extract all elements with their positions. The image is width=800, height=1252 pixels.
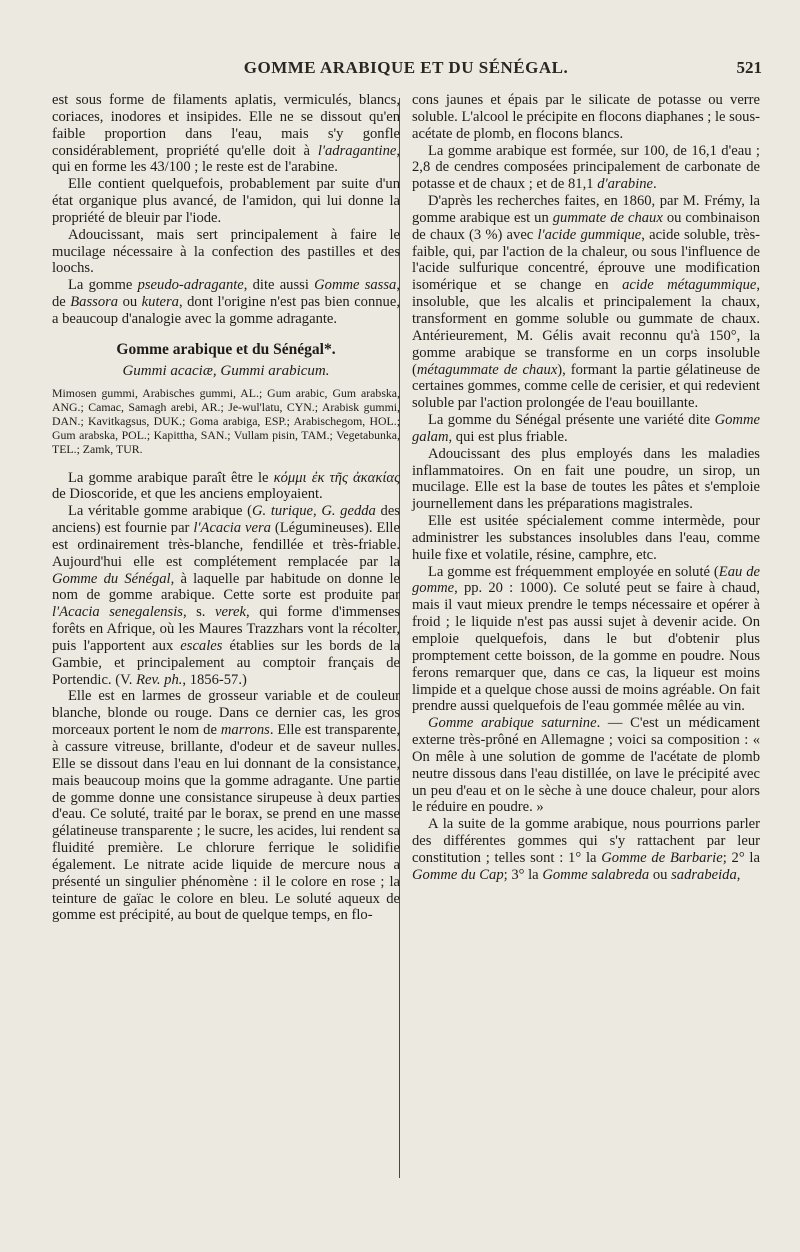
running-title: GOMME ARABIQUE ET DU SÉNÉGAL. (243, 58, 569, 77)
paragraph: A la suite de la gomme arabique, nous pourrions parler des différentes gommes qui s'y rattachent par leur constitution ; telles sont : 1° la Gomme de Barbarie; 2° la Gomme du Cap; 3° la Gomme salabreda ou sadrabeida, (412, 816, 760, 883)
paragraph: La véritable gomme arabique (G. turique, G. gedda des anciens) est fournie par l'Acacia vera (Légumineuses). Elle est ordinairement très-blanche, fendillée et très-friable. Aujourd'hui elle est complétement remplacée par la Gomme du Sénégal, à laquelle par habitude on donne le nom de gomme arabique. Cette sorte est produite par l'Acacia senegalensis, s. verek, qui forme d'immenses forêts en Afrique, où les Maures Trazzhars vont la récolter, puis l'apportent aux escales établies sur les bords de la Gambie, et principalement au comptoir français de Portendic. (V. Rev. ph., 1856-57.) (52, 503, 401, 688)
paragraph: D'après les recherches faites, en 1860, par M. Frémy, la gomme arabique est un gummate de chaux ou combinaison de chaux (3 %) avec l'acide gummique, acide soluble, très-faible, qui, par l'action de la chaleur, ou sous l'influence de l'acide sulfurique concentré, éprouve une modification isomérique et se change en acide métagummique, insoluble, que les alcalis et principalement la chaux, transforment en gomme soluble ou gummate de chaux. Antérieurement, M. Gélis avait reconnu qu'à 150°, la gomme arabique se transforme en un corps insoluble (métagummate de chaux), formant la partie gélatineuse de certaines gommes, comme celle de cerisier, et qui redevient soluble par l'action prolongée de l'eau bouillante. (412, 193, 761, 412)
right-column (412, 92, 760, 884)
paragraph: La gomme est fréquemment employée en soluté (Eau de gomme, pp. 20 : 1000). Ce soluté peut se faire à chaud, mais il vaut mieux prendre le temps nécessaire et opérer à froid ; le liquide n'est pas aussi sujet à devenir acide. On emploie quelquefois, dans le but d'obtenir plus promptement cette boisson, de la gomme en poudre. Nous ferons remarquer que, dans ce cas, la liqueur est moins limpide et a quelque chose aussi de moins agréable. On fait prendre aussi quelquefois de l'eau gommée mêlée au vin. (412, 563, 760, 715)
paragraph: Adoucissant des plus employés dans les maladies inflammatoires. On en fait une poudre, un sirop, un mucilage. Elle est la base de toutes les pâtes et s'emploie journellement dans les préparations magistrales. (412, 445, 760, 513)
paragraph: La gomme arabique paraît être le κόμμι ἐκ τῆς ἀκακίας de Dioscoride, et que les anciens employaient. (52, 469, 400, 503)
paragraph: Adoucissant, mais sert principalement à faire le mucilage nécessaire à la confection des pastilles et des loochs. (52, 226, 400, 277)
page-number: 521 (736, 58, 762, 77)
section-heading: Gomme arabique et du Sénégal*. (116, 340, 336, 358)
paragraph: Elle contient quelquefois, probablement par suite d'un état organique plus avancé, de l'amidon, qui lui donne la propriété de bleuir par l'iode. (52, 176, 400, 226)
paragraph: Elle est usitée spécialement comme intermède, pour administrer les substances insolubles dans l'eau, comme huile fixe et volatile, résine, camphre, etc. (412, 513, 760, 563)
paragraph: La gomme arabique est formée, sur 100, de 16,1 d'eau ; 2,8 de cendres composées principalement de carbonate de potasse et de chaux ; et de 81,1 d'arabine. (412, 142, 760, 193)
paragraph: Gomme arabique saturnine. — C'est un médicament externe très-prôné en Allemagne ; voici sa composition : « On mêle à une solution de gomme de l'acétate de plomb neutre dissous dans l'eau distillée, on lave le précipité avec un peu d'eau et on le sèche à une douce chaleur, pour alors le réduire en poudre. » (412, 715, 760, 816)
paragraph: Elle est en larmes de grosseur variable et de couleur blanche, blonde ou rouge. Dans ce dernier cas, les gros morceaux portent le nom de marrons. Elle est transparente, à cassure vitreuse, brillante, d'odeur et de saveur nulles. Elle se dissout dans l'eau en lui donnant de la consistance, mais beaucoup moins que la gomme adragante. Une partie de gomme donne une consistance sirupeuse à deux parties d'eau. Ce soluté, traité par le borax, se prend en une masse gélatineuse transparente ; le sucre, les acides, lui rendent sa fluidité première. Le chlorure ferrique le solidifie également. Le nitrate acide liquide de mercure nous a présenté un singulier phénomène : il le colore en rose ; la teinture de gaïac le colore en bleu. Le soluté aqueux de gomme est précipité, au bout de quelque temps, en flo- (52, 688, 400, 924)
running-header (50, 58, 762, 84)
paragraph: La gomme du Sénégal présente une variété dite Gomme galam, qui est plus friable. (412, 412, 760, 445)
paragraph: cons jaunes et épais par le silicate de potasse ou verre soluble. L'alcool le précipite en flocons diaphanes ; le sous-acétate de plomb, en flocons blancs. (412, 92, 760, 142)
paragraph: est sous forme de filaments aplatis, vermiculés, blancs, coriaces, inodores et insipides. Elle ne se dissout qu'en faible proportion dans l'eau, mais s'y gonfle considérablement, propriété qu'elle doit à l'adragantine, qui en forme les 43/100 ; le reste est de l'arabine. (52, 92, 401, 176)
synonyms-list: Mimosen gummi, Arabisches gummi, AL.; Gum arabic, Gum arabska, ANG.; Camac, Samagh arebi, AR.; Je-wul'latu, CYN.; Arabisk gummi, DAN.; Kavitkagsus, DUK.; Goma arabiga, ESP.; Arabischegom, HOL.; Gum arabska, POL.; Kapittha, SAN.; Vullam pisin, TAM.; Vegetabunka, TEL.; Zamk, TUR. (52, 385, 400, 456)
section-latin-name: Gummi acaciæ, Gummi arabicum. (122, 362, 330, 379)
left-column (52, 92, 400, 924)
paragraph: La gomme pseudo-adragante, dite aussi Gomme sassa, de Bassora ou kutera, dont l'origine n'est pas bien connue, a beaucoup d'analogie avec la gomme adragante. (52, 277, 400, 327)
